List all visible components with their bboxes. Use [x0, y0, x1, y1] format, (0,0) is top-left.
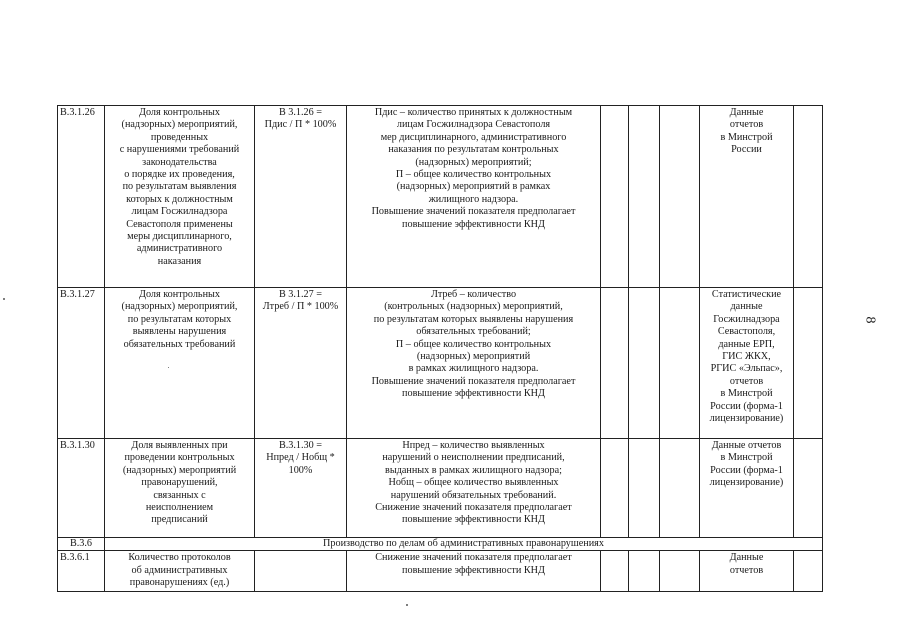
indicator-source: Данные отчетов — [700, 551, 794, 591]
indicator-formula: В.3.1.30 = Нпред / Нобщ * 100% — [255, 439, 347, 538]
section-row — [58, 538, 823, 551]
empty-cell — [629, 106, 660, 288]
empty-cell — [629, 439, 660, 538]
empty-cell — [601, 106, 629, 288]
indicator-description: Пдис – количество принятых к должностным лицам Госжилнадзора Севастополя мер дисциплинарного, административного наказания по результатам контрольных (надзорных) мероприятий; П – общее количество контрольных (надзорных) мероприятий в рамках жилищного надзора. Повышение значений показателя предполагает повышение эффективности КНД — [347, 106, 601, 288]
empty-cell — [794, 106, 823, 288]
table-row — [58, 106, 823, 288]
indicator-formula — [255, 551, 347, 591]
section-code: В.3.6 — [58, 538, 105, 551]
empty-cell — [601, 551, 629, 591]
empty-cell — [629, 551, 660, 591]
scan-speck — [3, 298, 5, 300]
empty-cell — [660, 106, 700, 288]
scan-speck — [168, 367, 169, 368]
indicator-source: Статистические данные Госжилнадзора Севастополя, данные ЕРП, ГИС ЖКХ, РГИС «Эльпас», отчетов в Минстрой России (форма-1 лицензирование) — [700, 288, 794, 439]
page-number: 8 — [862, 316, 878, 324]
indicator-formula: В 3.1.27 = Лтреб / П * 100% — [255, 288, 347, 439]
indicator-source: Данные отчетов в Минстрой России — [700, 106, 794, 288]
indicator-description: Снижение значений показателя предполагает повышение эффективности КНД — [347, 551, 601, 591]
indicator-description: Лтреб – количество (контрольных (надзорных) мероприятий, по результатам которых выявлены нарушения обязательных требований; П – общее количество контрольных (надзорных) мероприятий в рамках жилищного надзора. Повышение значений показателя предполагает повышение эффективности КНД — [347, 288, 601, 439]
indicator-name: Доля выявленных при проведении контрольных (надзорных) мероприятий правонарушений, связанных с неисполнением предписаний — [105, 439, 255, 538]
empty-cell — [660, 439, 700, 538]
empty-cell — [601, 439, 629, 538]
indicator-code: В.3.6.1 — [58, 551, 105, 591]
indicator-code: В.3.1.26 — [58, 106, 105, 288]
indicator-code: В.3.1.27 — [58, 288, 105, 439]
empty-cell — [794, 439, 823, 538]
empty-cell — [629, 288, 660, 439]
indicator-name: Количество протоколов об административных правонарушениях (ед.) — [105, 551, 255, 591]
indicator-name: Доля контрольных (надзорных) мероприятий, по результатам которых выявлены нарушения обязательных требований — [105, 288, 255, 439]
empty-cell — [660, 288, 700, 439]
table-row — [58, 288, 823, 439]
empty-cell — [794, 551, 823, 591]
empty-cell — [794, 288, 823, 439]
empty-cell — [660, 551, 700, 591]
indicator-description: Нпред – количество выявленных нарушений о неисполнении предписаний, выданных в рамках жилищного надзора; Нобщ – общее количество выявленных нарушений обязательных требований. Снижение значений показателя предполагает повышение эффективности КНД — [347, 439, 601, 538]
indicators-table — [57, 105, 823, 592]
scan-speck — [406, 604, 408, 606]
indicator-code: В.3.1.30 — [58, 439, 105, 538]
table-row — [58, 439, 823, 538]
indicator-name: Доля контрольных (надзорных) мероприятий, проведенных с нарушениями требований законодательства о порядке их проведения, по результатам выявления которых к должностным лицам Госжилнадзора Севастополя применены меры дисциплинарного, административного наказания — [105, 106, 255, 288]
table-row — [58, 551, 823, 591]
empty-cell — [601, 288, 629, 439]
indicator-source: Данные отчетов в Минстрой России (форма-1 лицензирование) — [700, 439, 794, 538]
section-title: Производство по делам об административных правонарушениях — [105, 538, 823, 551]
indicator-formula: В 3.1.26 = Пдис / П * 100% — [255, 106, 347, 288]
